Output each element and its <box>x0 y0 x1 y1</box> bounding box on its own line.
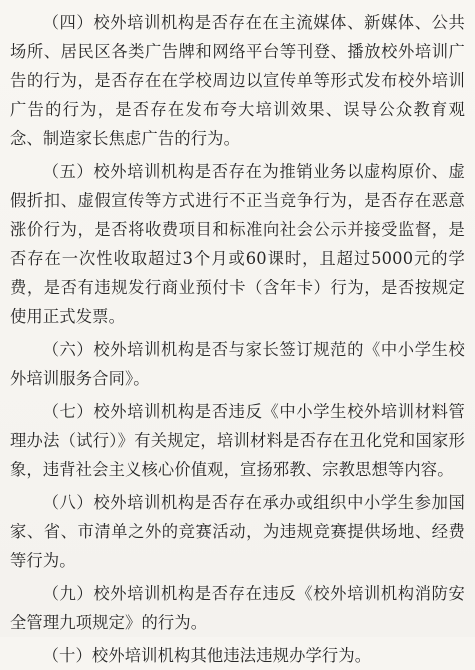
paragraph-item-9: （九）校外培训机构是否存在违反《校外培训机构消防安全管理九项规定》的行为。 <box>10 584 465 632</box>
paragraph-item-4: （四）校外培训机构是否存在在主流媒体、新媒体、公共场所、居民区各类广告牌和网络平台等刊登、播放校外培训广告的行为，是否存在在学校周边以宣传单等形式发布校外培训广告的行为，是否存在发布夸大培训效果、误导公众教育观念、制造家长焦虑广告的行为。 <box>10 13 465 148</box>
paragraph-item-7: （七）校外培训机构是否违反《中小学生校外培训材料管理办法（试行）》有关规定，培训材料是否存在丑化党和国家形象，违背社会主义核心价值观，宣扬邪教、宗教思想等内容。 <box>10 402 465 479</box>
paragraph-item-10: （十）校外培训机构其他违法违规办学行为。 <box>42 646 372 665</box>
paragraph-item-8: （八）校外培训机构是否存在承办或组织中小学生参加国家、省、市清单之外的竞赛活动，为违规竞赛提供场地、经费等行为。 <box>10 493 465 570</box>
paragraph-item-5: （五）校外培训机构是否存在为推销业务以虚构原价、虚假折扣、虚假宣传等方式进行不正当竞争行为，是否存在恶意涨价行为，是否将收费项目和标准向社会公示并接受监督，是否存在一次性收取超过3个月或60课时，且超过5000元的学费，是否有违规发行商业预付卡（含年卡）行为，是否按规定使用正式发票。 <box>10 162 465 326</box>
paragraph-item-6: （六）校外培训机构是否与家长签订规范的《中小学生校外培训服务合同》。 <box>10 340 465 388</box>
